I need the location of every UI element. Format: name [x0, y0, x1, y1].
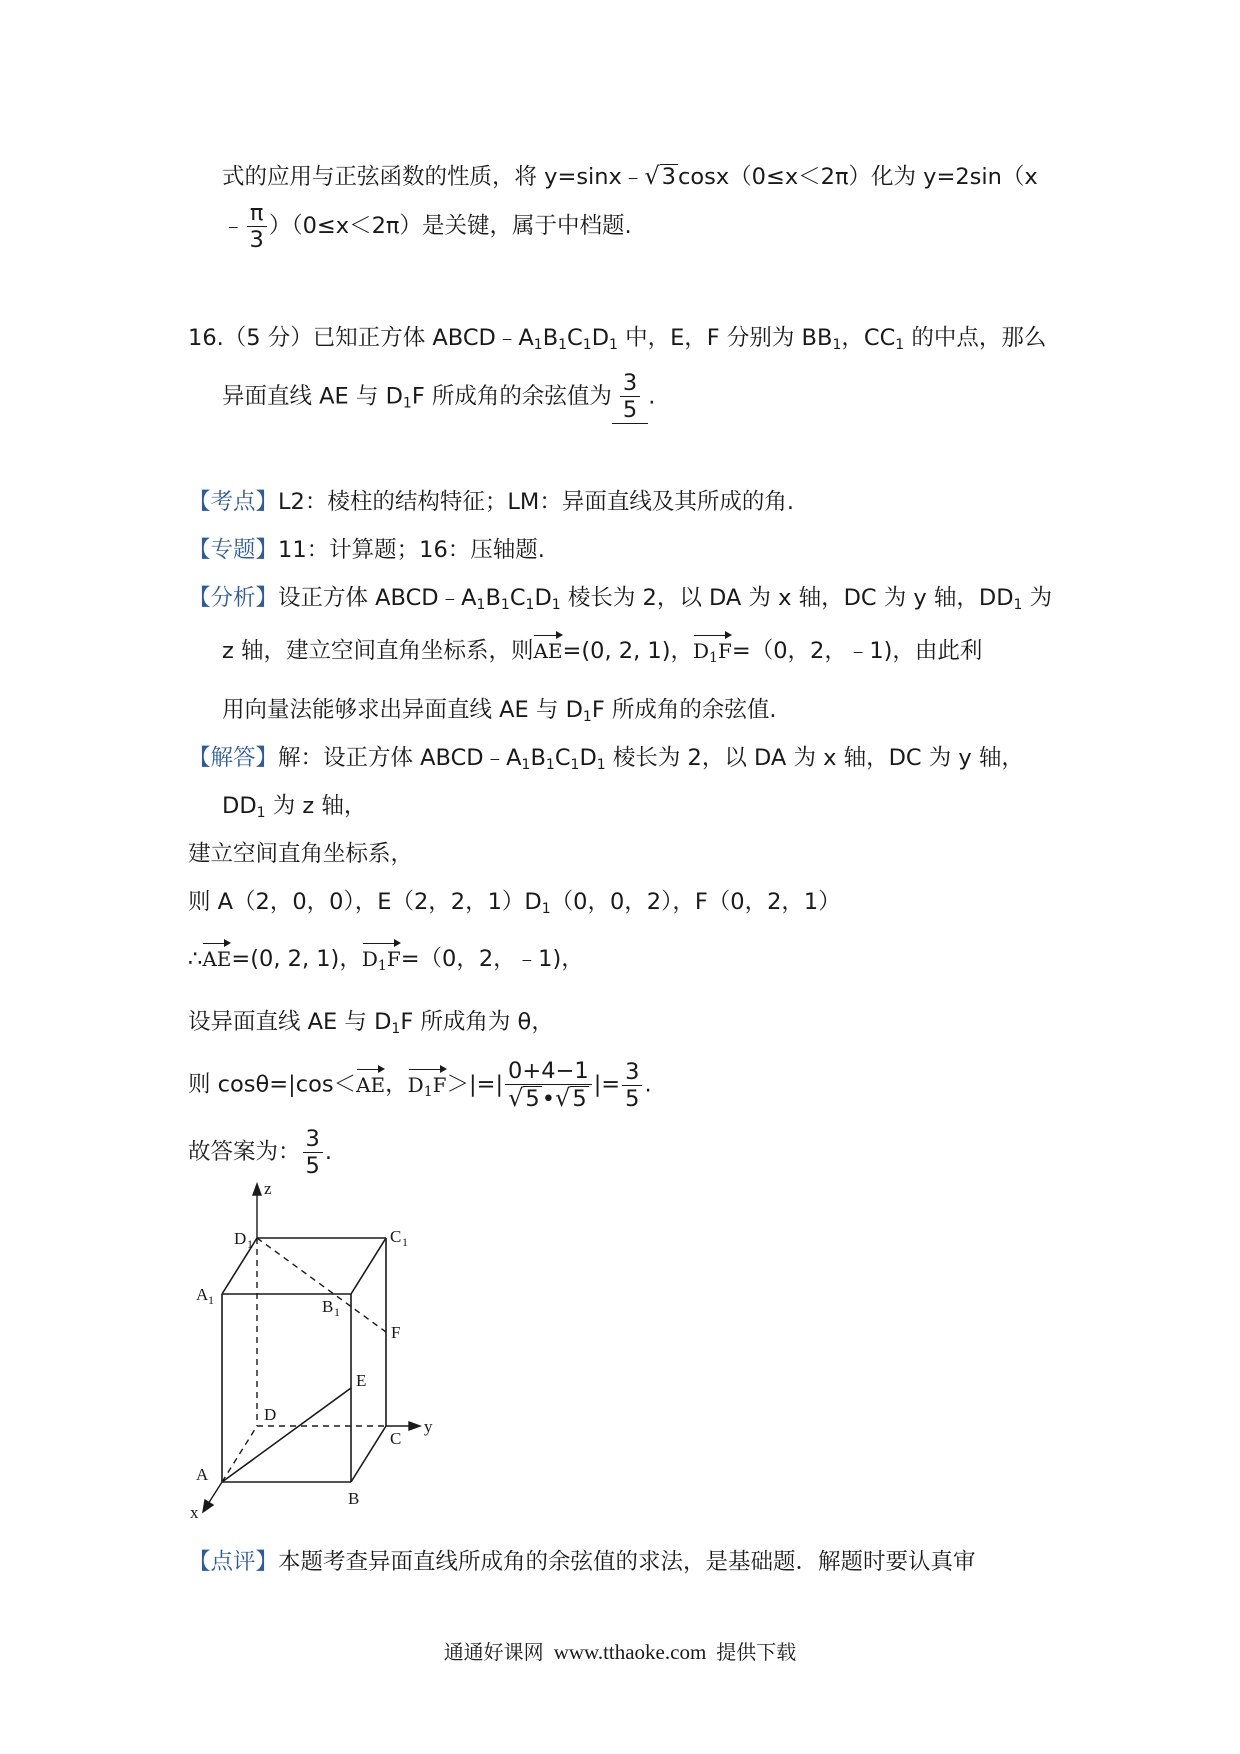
footer-url: www.tthaoke.com [553, 1640, 707, 1664]
text: =(0, 2, 1)， [231, 946, 362, 972]
sub: 1 [551, 597, 561, 613]
den: 5 [303, 1152, 323, 1179]
jieda-line-4 [188, 886, 841, 918]
kaodian-tag: 【考点】 [188, 489, 279, 515]
text: 式的应用与正弦函数的性质，将 y=sinx﹣ [222, 164, 645, 190]
dianping-tag: 【点评】 [188, 1549, 279, 1575]
text: • [541, 1086, 556, 1112]
sub: 1 [476, 597, 486, 613]
sub: 1 [1013, 597, 1023, 613]
edge-bc [351, 1426, 386, 1482]
page-footer [0, 1636, 1240, 1665]
sub: 1 [391, 1021, 401, 1037]
label-c1: C [390, 1227, 402, 1246]
q16-line-1 [188, 322, 1046, 354]
text: 本题考查异面直线所成角的余弦值的求法，是基础题．解题时要认真审 [278, 1549, 976, 1575]
zhuanti-line [188, 534, 545, 566]
footer-download-text: 提供下载 [716, 1640, 797, 1664]
den: 5 [622, 1085, 642, 1112]
pi-over-3 [247, 200, 267, 253]
segment-ae [222, 1388, 351, 1482]
jieda-line-8 [188, 1126, 332, 1179]
label-b1-sub: 1 [334, 1305, 340, 1319]
prev-line-1 [222, 160, 1038, 193]
vector-ae: AE [202, 940, 231, 970]
sub: 1 [545, 757, 555, 773]
label-d1: D [234, 1229, 247, 1248]
fenxi-line-1 [188, 582, 1052, 614]
label-b1: B [322, 1297, 334, 1316]
segment-d1f [257, 1238, 386, 1332]
text: （0，0，2），F（0，2，1） [550, 889, 841, 915]
sub: 1 [895, 337, 905, 353]
text: 棱长为 2，以 DA 为 x 轴，DC 为 y 轴，DD [560, 585, 1014, 611]
text: ）（0≤x＜2π）是关键，属于中档题. [268, 213, 632, 239]
sqrt-sign: √ [508, 1084, 524, 1112]
sub: 1 [709, 650, 718, 666]
arrow-z-icon [253, 1184, 261, 1195]
text: =（0，2，﹣1)， [400, 946, 584, 972]
text: ＞ [446, 1071, 470, 1098]
jieda-line-7 [188, 1058, 652, 1112]
text: D [591, 325, 610, 351]
edge-ad [222, 1426, 257, 1482]
label-a1: A [196, 1285, 209, 1304]
label-d: D [264, 1405, 277, 1424]
text: F 所成角的余弦值. [591, 697, 777, 723]
text: 则 A（2，0，0），E（2，2，1）D [188, 889, 542, 915]
fenxi-line-3 [222, 694, 777, 726]
den: 3 [247, 226, 267, 253]
final-fraction [303, 1126, 323, 1179]
label-b: B [348, 1489, 360, 1508]
sqrt-5: 5 [572, 1086, 587, 1112]
text: ﹣ [222, 213, 245, 239]
cube-solid-edges [222, 1238, 386, 1482]
cube-hidden-edges [222, 1238, 386, 1482]
text: L2：棱柱的结构特征；LM：异面直线及其所成的角. [278, 489, 794, 515]
answer-blank [612, 370, 648, 424]
text: 为 [1022, 585, 1053, 611]
text: 中，E，F 分别为 BB [617, 325, 833, 351]
text: F 所成角为 θ， [400, 1009, 554, 1035]
text: |=| [469, 1071, 504, 1098]
den [505, 1084, 592, 1112]
text: F 所成角的余弦值为 [411, 383, 612, 410]
text: D [534, 585, 552, 611]
jieda-line-3 [188, 838, 413, 870]
text: z 轴，建立空间直角坐标系，则 [222, 638, 534, 664]
text: B [530, 745, 546, 771]
text: B [542, 325, 559, 351]
text: D [407, 1072, 424, 1097]
text: D [692, 639, 710, 663]
text: 为 z 轴， [265, 793, 367, 819]
sqrt-5: 5 [525, 1086, 540, 1112]
text: DD [222, 793, 257, 819]
text: F [386, 947, 401, 971]
sub: 1 [402, 395, 412, 412]
text: C [509, 585, 526, 611]
sub: 1 [533, 337, 543, 353]
text: |= [593, 1071, 621, 1098]
fenxi-tag: 【分析】 [188, 585, 279, 611]
num: 3 [625, 1058, 640, 1085]
text: . [644, 1071, 652, 1098]
sub: 1 [500, 597, 510, 613]
jieda-line-6 [188, 1006, 554, 1038]
result-fraction [622, 1059, 642, 1112]
sub: 1 [423, 1083, 433, 1100]
text: 异面直线 AE 与 D [222, 383, 403, 410]
text: 解：设正方体 ABCD﹣A [278, 745, 522, 771]
sqrt-sign: √ [644, 162, 660, 190]
text: . [648, 383, 656, 410]
q16-line-2 [222, 370, 655, 424]
edge-b1c1 [351, 1238, 386, 1294]
sub: 1 [377, 958, 387, 974]
text: 设正方体 ABCD﹣A [278, 585, 477, 611]
vector-ae: AE [533, 632, 562, 662]
label-a1-sub: 1 [208, 1293, 214, 1307]
sub: 1 [521, 757, 531, 773]
text: 用向量法能够求出异面直线 AE 与 D [222, 697, 583, 723]
sub: 1 [525, 597, 535, 613]
vector-ae: AE [356, 1066, 385, 1096]
abs-bar: | [288, 1071, 296, 1098]
text: 建立空间直角坐标系， [188, 841, 414, 867]
label-d1-sub: 1 [247, 1237, 253, 1251]
sqrt-sign: √ [555, 1084, 571, 1112]
text: F [432, 1072, 447, 1097]
sub: 1 [582, 337, 592, 353]
text: 的中点，那么 [904, 325, 1047, 351]
text: ，CC [841, 325, 896, 351]
text: 则 cosθ= [188, 1071, 289, 1098]
text: 16.（5 分）已知正方体 ABCD﹣A [188, 325, 534, 351]
sqrt-3: 3 [661, 164, 676, 190]
text: C [567, 325, 583, 351]
label-f: F [391, 1323, 401, 1342]
vector-d1f [361, 940, 401, 974]
footer-site-name: 通通好课网 [443, 1640, 544, 1664]
text: =(0, 2, 1)， [562, 638, 693, 664]
text: 设异面直线 AE 与 D [188, 1009, 392, 1035]
text: =（0，2，﹣1)，由此利 [731, 638, 983, 664]
vector-d1f [407, 1066, 447, 1100]
jieda-line-5 [188, 940, 584, 975]
arrow-y-icon [409, 1422, 420, 1430]
text: D [361, 947, 378, 971]
cos-fraction [505, 1058, 592, 1112]
answer-fraction [620, 370, 640, 423]
num: 0+4−1 [508, 1058, 589, 1084]
sub: 1 [609, 337, 618, 353]
num: π [249, 200, 264, 226]
text: F [717, 639, 732, 663]
text: C [554, 745, 571, 771]
label-e: E [356, 1371, 367, 1390]
text: 11：计算题；16：压轴题. [278, 537, 545, 563]
jieda-line-1 [188, 742, 1024, 774]
jieda-tag: 【解答】 [188, 745, 279, 771]
label-x: x [190, 1503, 199, 1522]
text: 棱长为 2，以 DA 为 x 轴，DC 为 y 轴， [605, 745, 1024, 771]
label-y: y [424, 1417, 433, 1436]
text: 故答案为： [188, 1139, 301, 1165]
text: B [485, 585, 501, 611]
text: ， [385, 1071, 408, 1098]
cube-figure [186, 1182, 446, 1522]
prev-line-2 [222, 200, 632, 253]
vector-d1f [692, 632, 732, 666]
sub: 1 [558, 337, 568, 353]
text: . [324, 1139, 332, 1165]
jieda-line-2 [222, 790, 366, 822]
sub: 1 [570, 757, 580, 773]
zhuanti-tag: 【专题】 [188, 537, 279, 563]
num: 3 [622, 370, 638, 396]
label-c: C [390, 1429, 402, 1448]
sub: 1 [596, 757, 606, 773]
label-c1-sub: 1 [402, 1235, 408, 1249]
num: 3 [305, 1126, 320, 1152]
label-z: z [264, 1182, 272, 1198]
sub: 1 [256, 805, 266, 821]
text: D [579, 745, 597, 771]
dianping-line [188, 1546, 976, 1578]
sub: 1 [541, 901, 551, 917]
text: cos＜ [295, 1071, 357, 1098]
sub: 1 [582, 709, 592, 725]
den: 5 [620, 396, 640, 423]
axis-x [208, 1482, 222, 1504]
arrow-x-icon [203, 1500, 213, 1512]
sub: 1 [832, 337, 842, 353]
text: ∴ [188, 946, 203, 972]
label-a: A [196, 1465, 209, 1484]
text: cosx（0≤x＜2π）化为 y=2sin（x [678, 164, 1038, 190]
fenxi-line-2 [222, 632, 982, 667]
kaodian-line [188, 486, 794, 518]
